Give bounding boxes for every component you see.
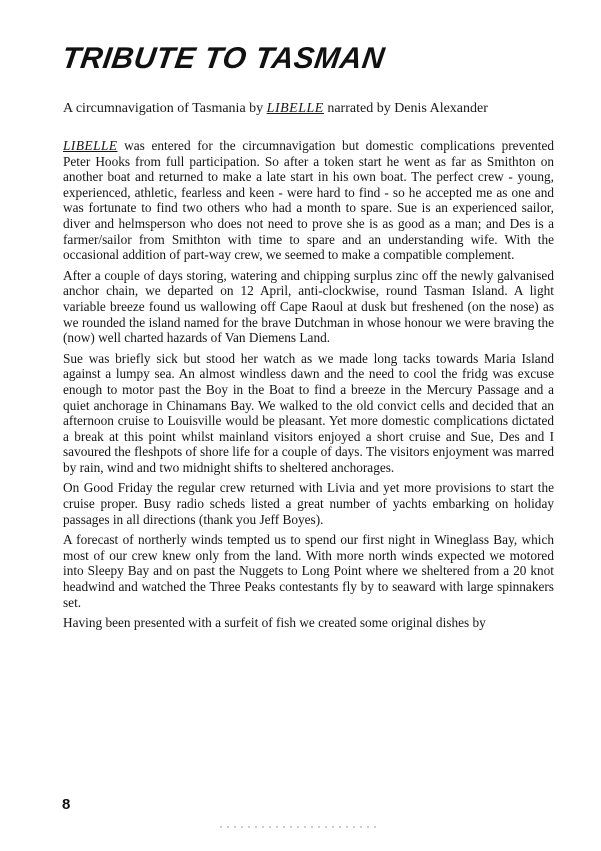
paragraph xyxy=(63,351,554,476)
subtitle-intro: A circumnavigation of Tasmania by xyxy=(63,101,264,116)
paragraph xyxy=(63,138,554,263)
paragraph xyxy=(63,268,554,346)
paragraph-text: On Good Friday the regular crew returned with Livia and yet more provisions to start the cruise proper. Busy radio scheds listed a great number of yachts embarking on holiday passages in all directions (thank you Jeff Boyes). xyxy=(63,480,554,527)
paragraph-text: was entered for the circumnavigation but domestic complications prevented Peter Hooks from full participation. So after a token start he went as far as Smithton on another boat and returned to make a late start in his own boat. The perfect crew - young, experienced, athletic, fearless and keen - were hard to find - so he accepted me as one and was fortunate to find two others who had a month to spare. Sue is an experienced sailor, diver and helmsperson who does not need to prove she is as good as a man; and Des is a farmer/sailor from Smithton with time to spare and an understanding wife. With the occasional addition of part-way crew, we seemed to make a compatible complement. xyxy=(63,138,554,263)
article-title: TRIBUTE TO TASMAN xyxy=(59,42,387,75)
paragraph xyxy=(63,532,554,610)
subtitle-narrator: narrated by Denis Alexander xyxy=(327,101,488,116)
page-number: 8 xyxy=(62,796,71,813)
paragraph-text: Having been presented with a surfeit of fish we created some original dishes by xyxy=(63,615,486,631)
article-subtitle xyxy=(63,101,488,117)
article-body xyxy=(63,138,554,636)
paragraph-text: A forecast of northerly winds tempted us to spend our first night in Wineglass Bay, which most of our crew knew only from the land. With more north winds expected we motored into Sleepy Bay and on past the Nuggets to Long Point where we sheltered from a 20 knot headwind and watched the Three Peaks contestants fly by to seaward with large spinnakers set. xyxy=(63,532,554,610)
paragraph-text: After a couple of days storing, watering and chipping surplus zinc off the newly galvanised anchor chain, we departed on 12 April, anti-clockwise, round Tasman Island. A light variable breeze found us wallowing off Cape Raoul at dusk but freshened (on the nose) as we rounded the island named for the brave Dutchman in whose honour we were braving the (now) well charted hazards of Van Diemens Land. xyxy=(63,267,554,346)
paragraph-lead-boat-name: LIBELLE xyxy=(63,138,118,153)
paragraph xyxy=(63,480,554,527)
subtitle-boat-name: LIBELLE xyxy=(266,101,324,116)
paragraph-text: Sue was briefly sick but stood her watch as we made long tacks towards Maria Island against a lumpy sea. An almost windless dawn and the need to cool the fridg was excuse enough to motor past the Boy in the Boat to find a breeze in the Mercury Passage and a quiet anchorage in Chinamans Bay. We walked to the old convict cells and decided that an afternoon cruise to Louisville would be pleasant. Yet more domestic complications dictated a break at this point whilst mainland visitors enjoyed a short cruise and Sue, Des and I savoured the fleshpots of shore life for a couple of days. The visitors enjoyment was marred by rain, wind and two midnight shifts to sheltered anchorages. xyxy=(63,350,554,475)
paragraph xyxy=(63,615,554,631)
scan-smudge xyxy=(220,826,380,828)
